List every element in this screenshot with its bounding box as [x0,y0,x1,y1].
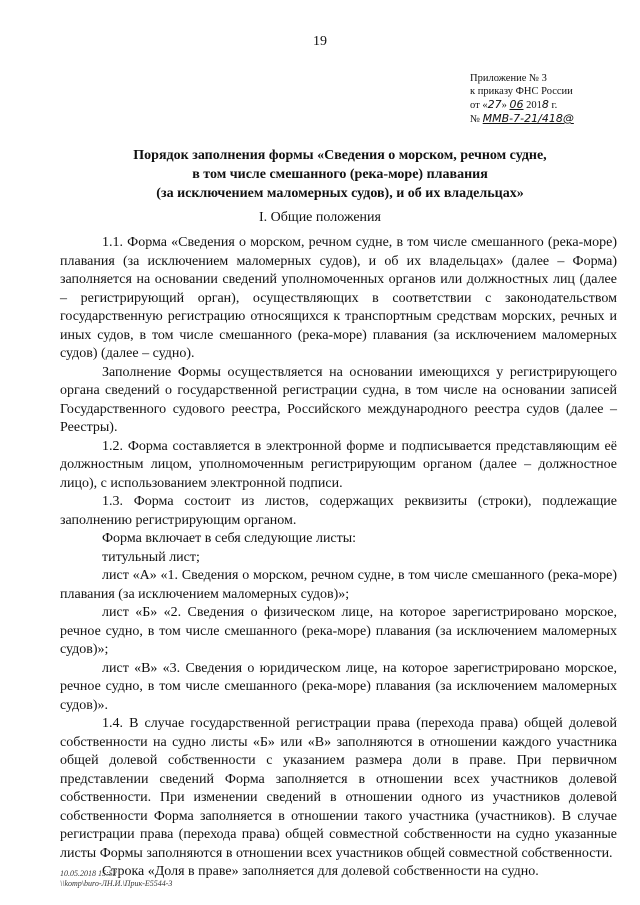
paragraph-1-1: 1.1. Форма «Сведения о морском, речном судне, в том числе смешанного (река-море) плавания (за исключением маломерных судов), и об их владельцах» (далее – Форма) заполняется на основании сведений уполномоченных органов или должностных лиц (далее – регистрирующий орган), осуществляющих в соответствии с законодательством государственную регистрацию относящихся к транспортным средствам морских, речных и иных судов, в том числе смешанного (река-море) плавания (за исключением маломерных судов) (далее – судно). [60,235,617,361]
footer-line-2: \\komp\buro-ЛН.И.\Прик-E5544-3 [60,878,173,888]
appendix-date-year-prefix: 201 [523,100,542,111]
appendix-number-prefix: № [470,114,483,125]
paragraph-sheets-intro: Форма включает в себя следующие листы: [102,531,357,546]
footer-line-1: 10.05.2018 15:52 [60,869,117,878]
page-number: 19 [313,34,327,49]
appendix-date-month: 06 [509,98,524,111]
appendix-date-year-suffix: 8 [541,98,549,111]
appendix-number: ММВ-7-21/418@ [482,112,574,125]
appendix-number-line [470,112,574,126]
appendix-date-day: 27 [487,98,502,111]
appendix-date-mid: » [501,100,510,111]
paragraph-sheet-b: лист «Б» «2. Сведения о физическом лице, на которое зарегистрировано морское, речное судно, в том числе смешанного (река-море) плавания (за исключением маломерных судов)»; [60,605,617,657]
paragraph-1-2: 1.2. Форма составляется в электронной форме и подписывается представляющим её должностным лицом, уполномоченным регистрирующим органом (далее – должностное лицо), с использованием электронной подписи. [60,438,617,491]
appendix-line-2: к приказу ФНС России [470,86,573,97]
appendix-line-1: Приложение № 3 [470,73,547,84]
paragraph-sheet-a: лист «А» «1. Сведения о морском, речном судне, в том числе смешанного (река-море) плавания (за исключением маломерных судов)»; [60,568,617,602]
appendix-date [470,98,574,112]
paragraph-sheet-v: лист «В» «3. Сведения о юридическом лице, на которое зарегистрировано морское, речное судно, в том числе смешанного (река-море) плавания (за исключением маломерных судов)». [60,660,617,713]
paragraph-1-4: 1.4. В случае государственной регистрации права (перехода права) общей долевой собственности на судно листы «Б» или «В» заполняются в отношении каждого участника общей долевой собственности с указанием размера доли в праве. При первичном представлении сведений Форма заполняется в отношении всех участников долевой собственности. При изменении сведений в отношении одного из участников долевой собственности Форма заполняется в отношении такого участника (участников). В случае регистрации права (перехода права) общей совместной собственности на судно указанные листы Формы заполняются в отношении всех участников общей совместной собственности. [60,716,617,861]
appendix-date-end: г. [548,100,558,111]
appendix-block [470,72,574,126]
paragraph-title-sheet: титульный лист; [102,549,200,565]
file-footer [60,869,172,888]
appendix-date-from: от « [470,100,488,111]
section-heading: I. Общие положения [259,210,381,225]
title-line-2: в том числе смешанного (река-море) плавания [192,167,488,182]
document-body [60,234,617,882]
title-line-1: Порядок заполнения формы «Сведения о морском, речном судне, [133,148,547,163]
paragraph-1-3: 1.3. Форма состоит из листов, содержащих реквизиты (строки), подлежащие заполнению регистрирующим органом. [60,494,617,528]
paragraph-filling: Заполнение Формы осуществляется на основании имеющихся у регистрирующего органа сведений о государственной регистрации судна, в том числе на основании записей Государственного судового реестра, Российского международного реестра судов (далее – Реестры). [60,364,617,435]
paragraph-share-row: Строка «Доля в праве» заполняется для долевой собственности на судно. [102,864,539,879]
document-title [60,146,620,203]
title-line-3: (за исключением маломерных судов), и об их владельцах» [156,186,524,201]
